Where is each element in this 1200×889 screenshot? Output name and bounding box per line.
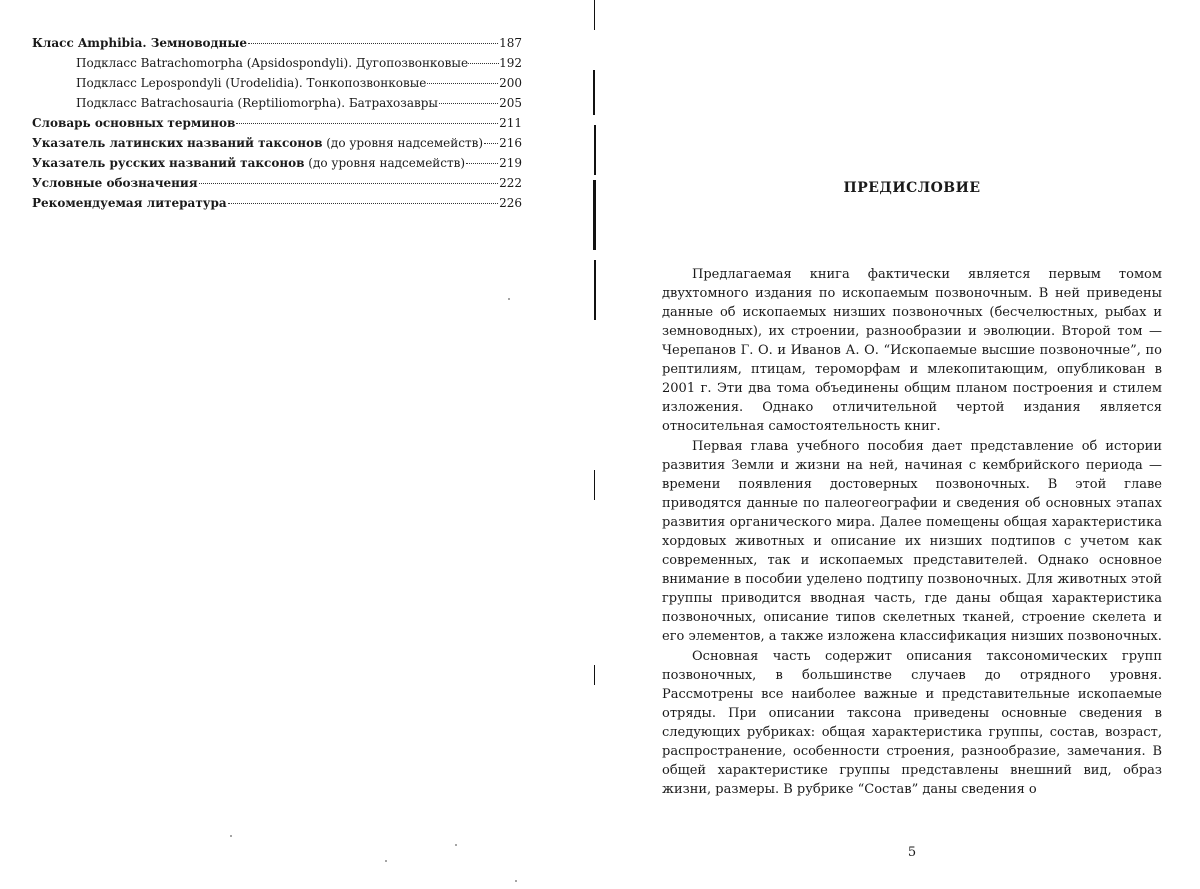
toc-entry-title: Указатель латинских названий таксонов: [32, 136, 323, 150]
page-number: 5: [907, 845, 917, 860]
scan-speck: [230, 835, 232, 837]
toc-entry-title: Подкласс Batrachomorpha (Apsidospondyli). Дугопозвонковые: [76, 56, 469, 70]
toc-entry-title: Условные обозначения: [32, 176, 198, 190]
toc-leader-dots: [427, 83, 498, 84]
toc-entry-title: Подкласс Lepospondyli (Urodelidia). Тонкопозвонковые: [76, 76, 427, 90]
toc-leader-dots: [248, 43, 498, 44]
toc-entry-title: Подкласс Batrachosauria (Reptiliomorpha). Батрахозавры: [76, 96, 438, 110]
toc-entry-title: Рекомендуемая литература: [32, 196, 227, 210]
toc-entry: [32, 173, 522, 193]
scan-speck: [515, 880, 517, 882]
scan-speck: [455, 844, 457, 846]
toc-leader-dots: [484, 143, 498, 144]
toc-entry: [32, 113, 522, 133]
toc-entry: [32, 193, 522, 213]
toc-page-number: 200: [499, 76, 522, 90]
scan-speck: [508, 298, 510, 300]
toc-page-number: 187: [499, 36, 522, 50]
paragraph: Предлагаемая книга фактически является первым томом двухтомного издания по ископаемым позвоночным. В ней приведены данные об ископаемых низших позвоночных (бесчелюстных, рыбах и земноводных), их строении, разнообразии и эволюции. Второй том — Черепанов Г. О. и Иванов А. О. “Ископаемые высшие позвоночные”, по рептилиям, птицам, тероморфам и млекопитающим, опубликован в 2001 г. Эти два тома объединены общим планом построения и стилем изложения. Однако отличительной чертой издания является относительная самостоятельность книг.: [662, 267, 1162, 434]
toc-page-number: 216: [499, 136, 522, 150]
toc-leader-dots: [236, 123, 498, 124]
toc-entry: [32, 93, 522, 113]
page-title: ПРЕДИСЛОВИЕ: [843, 180, 981, 196]
book-gutter: [593, 0, 596, 889]
paragraph: Основная часть содержит описания таксономических групп позвоночных, в большинстве случаев до отрядного уровня. Рассмотрены все наиболее важные и представительные ископаемые отряды. При описании таксона приведены основные сведения в следующих рубриках: общая характеристика группы, состав, возраст, распространение, особенности строения, разнообразие, замечания. В общей характеристике группы представлены внешний вид, образ жизни, размеры. В рубрике “Состав” даны сведения о: [662, 649, 1162, 797]
toc-leader-dots: [228, 203, 498, 204]
toc-page-number: 222: [499, 176, 522, 190]
toc-entry-title: Указатель русских названий таксонов: [32, 156, 305, 170]
preface-body: [662, 265, 1162, 800]
toc-page-number: 226: [499, 196, 522, 210]
toc-entry: [32, 53, 522, 73]
toc-entry: Указатель латинских названий таксонов (до уровня надсемейств) 216: [32, 133, 522, 153]
toc-entry: [32, 33, 522, 53]
toc-entry: [32, 73, 522, 93]
toc-leader-dots: [466, 163, 498, 164]
toc-page-number: 211: [499, 116, 522, 130]
toc-entry-title: Словарь основных терминов: [32, 116, 236, 130]
scan-speck: [385, 860, 387, 862]
table-of-contents: [32, 33, 522, 213]
toc-page-number: 192: [499, 56, 522, 70]
toc-leader-dots: [199, 183, 498, 184]
toc-entry: Указатель русских названий таксонов (до уровня надсемейств) 219: [32, 153, 522, 173]
toc-leader-dots: [468, 63, 499, 64]
toc-leader-dots: [439, 103, 498, 104]
toc-entry-title: Класс Amphibia. Земноводные: [32, 36, 247, 50]
toc-page-number: 219: [499, 156, 522, 170]
toc-page-number: 205: [499, 96, 522, 110]
paragraph: Первая глава учебного пособия дает представление об истории развития Земли и жизни на ней, начиная с кембрийского периода — времени появления достоверных позвоночных. В этой главе приводятся данные по палеогеографии и сведения об основных этапах развития органического мира. Далее помещены общая характеристика хордовых животных и описание их низших подтипов с учетом как современных, так и ископаемых представителей. Однако основное внимание в пособии уделено подтипу позвоночных. Для животных этой группы приводится вводная часть, где даны общая характеристика позвоночных, описание типов скелетных тканей, строение скелета и его элементов, а также изложена классификация низших позвоночных.: [662, 439, 1162, 644]
